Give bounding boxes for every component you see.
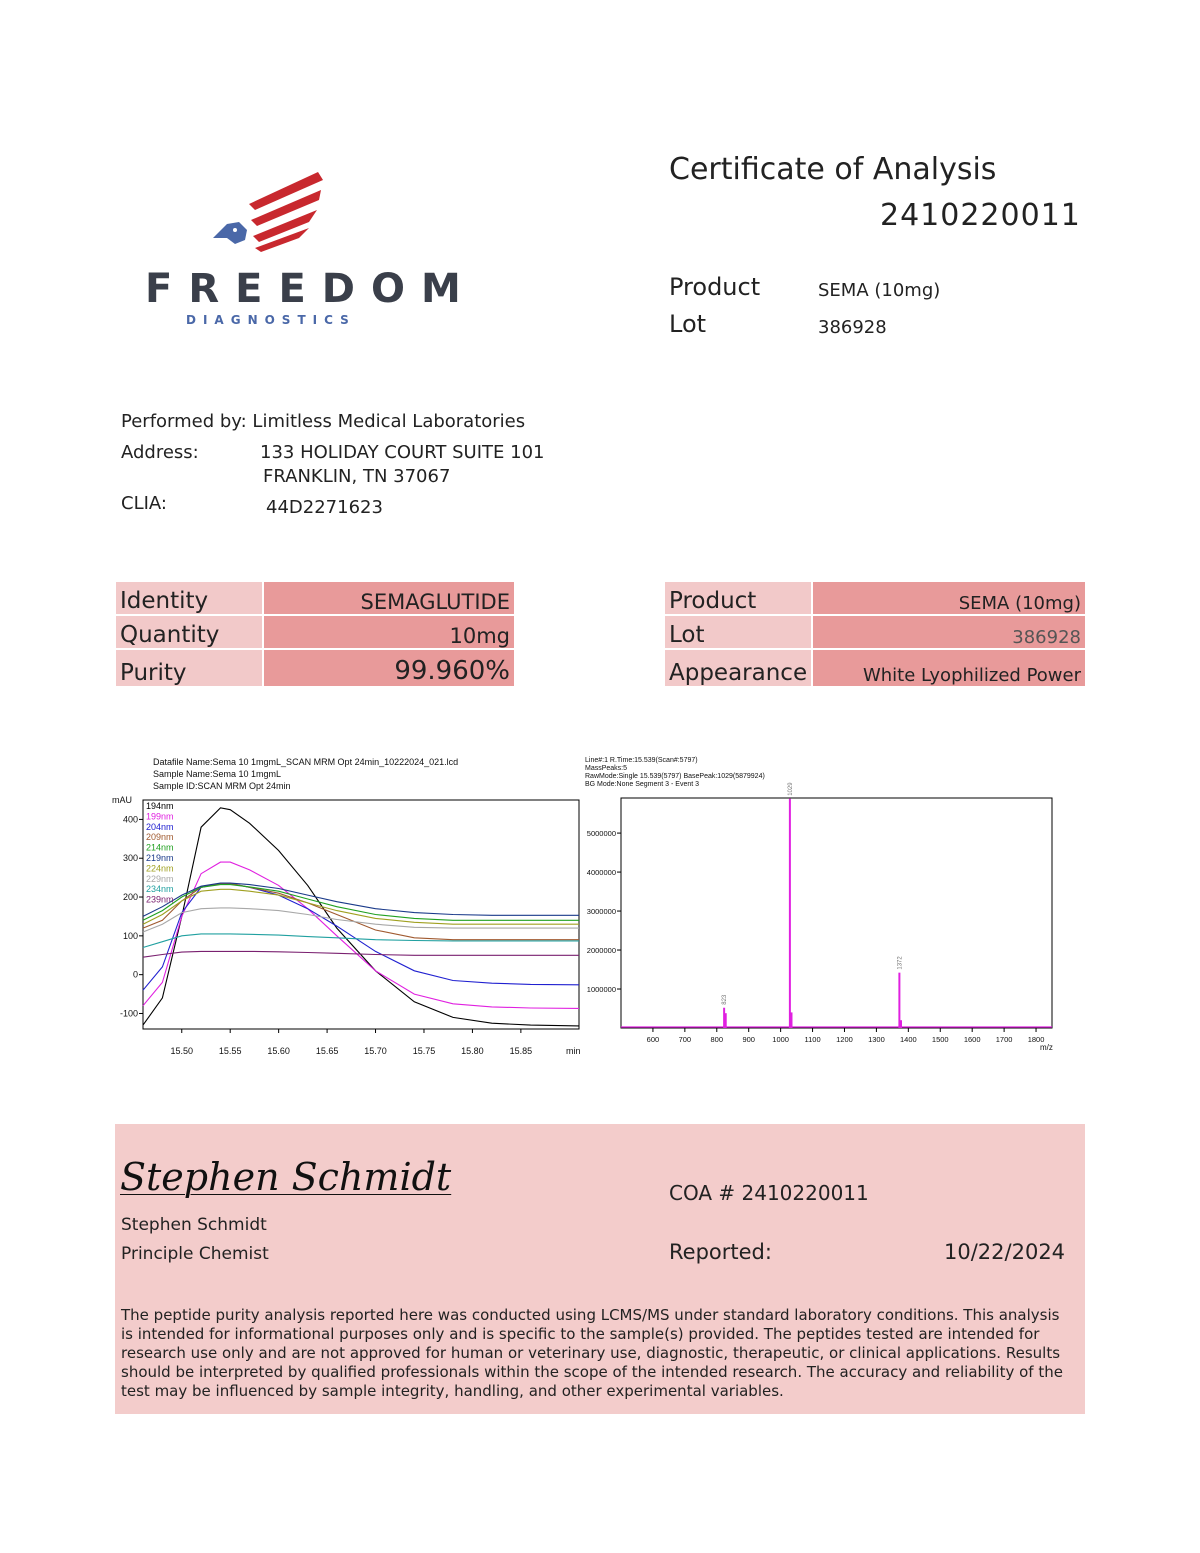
chromatogram-xtick-label: 15.85 (509, 1046, 533, 1056)
chromatogram-ytick-label: 100 (122, 930, 138, 941)
chromatogram-series-line (143, 934, 579, 948)
identity-value: SEMAGLUTIDE (264, 582, 514, 614)
chromatogram-legend-entry: 229nm (146, 873, 174, 884)
spectrum-ytick-label: 3000000 (586, 907, 616, 917)
spectrum-xtick-label: 1000 (772, 1035, 789, 1044)
chromatogram-legend-entry: 214nm (146, 842, 174, 853)
spectrum-ytick-label: 4000000 (586, 868, 616, 878)
spectrum-xtick-label: 1400 (899, 1035, 917, 1044)
spectrum-peak-label: 1372 (897, 956, 904, 970)
page-title: Certificate of Analysis (669, 152, 997, 187)
identity-label: Identity (116, 582, 262, 614)
chromatogram-legend-entry: 239nm (146, 894, 174, 905)
chromatogram-legend-entry: 224nm (146, 863, 174, 874)
clia-label: CLIA: (121, 493, 167, 514)
spectrum-peak-label: 823 (722, 994, 729, 1005)
lot-value: 386928 (818, 317, 887, 338)
eagle-flag-logo-icon (205, 168, 330, 253)
product-table-label: Product (665, 582, 811, 614)
reported-date: 10/22/2024 (944, 1240, 1066, 1264)
address-label: Address: (121, 442, 199, 463)
spectrum-xtick-label: 900 (742, 1035, 755, 1044)
chromatogram-ytick-label: 0 (132, 969, 138, 980)
chromatogram-series-line (143, 808, 579, 1026)
coa-reference: COA # 2410220011 (669, 1181, 869, 1205)
chromatogram-ytick-label: 200 (122, 892, 138, 903)
spectrum-xtick-label: 600 (646, 1035, 660, 1044)
lot-table-value: 386928 (813, 616, 1085, 648)
clia-value: 44D2271623 (266, 497, 383, 518)
chromatogram-chart (110, 752, 590, 1062)
chromatogram-ylabel: mAU (112, 795, 132, 805)
spectrum-peak-label: 1029 (787, 782, 794, 796)
chromatogram-xtick-label: 15.65 (315, 1046, 339, 1056)
product-label: Product (669, 273, 761, 301)
table-row (665, 650, 1085, 686)
chromatogram-header-line: Datafile Name:Sema 10 1mgmL_SCAN MRM Opt 24min_10222024_021.lcd (153, 757, 459, 767)
spectrum-ytick-label: 2000000 (586, 946, 616, 956)
appearance-value: White Lyophilized Power (813, 650, 1085, 686)
chromatogram-ytick-label: -100 (119, 1008, 138, 1019)
chromatogram-ytick-label: 300 (122, 853, 138, 864)
purity-value: 99.960% (264, 650, 514, 686)
chromatogram-legend-entry: 209nm (146, 832, 174, 843)
chromatogram-legend-entry: 194nm (146, 801, 174, 811)
signer-name: Stephen Schmidt (121, 1215, 267, 1235)
brand-subtitle: DIAGNOSTICS (186, 313, 356, 327)
chromatogram-legend-entry: 219nm (146, 853, 174, 863)
chromatogram-xtick-label: 15.75 (412, 1046, 436, 1056)
chromatogram-series-line (143, 889, 579, 924)
spectrum-header-line: RawMode:Single 15.539(5797) BasePeak:1029(5879924) (585, 773, 765, 780)
chromatogram-series-line (143, 883, 579, 990)
results-table (114, 580, 516, 688)
spectrum-xtick-label: 1200 (836, 1035, 853, 1044)
spectrum-xtick-label: 1600 (963, 1035, 981, 1044)
appearance-label: Appearance (665, 650, 811, 686)
spectrum-header-line: BG Mode:None Segment 3 - Event 3 (585, 781, 700, 788)
chromatogram-xtick-label: 15.55 (218, 1046, 242, 1056)
chromatogram-series-line (143, 951, 579, 957)
spectrum-plot-frame (621, 798, 1052, 1028)
chromatogram-xtick-label: 15.60 (267, 1046, 290, 1056)
product-table (663, 580, 1087, 688)
disclaimer-text: The peptide purity analysis reported here was conducted using LCMS/MS under standard laboratory conditions. This analysis is intended for informational purposes only and is specific to the sample(s) provided. The peptides tested are intended for research use only and are not approved for human or veterinary use, diagnostic, therapeutic, or clinical applications. Results should be interpreted by qualified professionals within the scope of the intended research. The accuracy and reliability of the test may be influenced by sample integrity, handling, and other experimental variables. (121, 1306, 1063, 1400)
table-row (116, 582, 514, 614)
spectrum-xtick-label: 800 (710, 1035, 724, 1044)
chromatogram-series-line (143, 862, 579, 1008)
chromatogram-xlabel: min (566, 1046, 581, 1056)
chromatogram-legend-entry: 204nm (146, 821, 174, 832)
performed-by: Performed by: Limitless Medical Laboratories (121, 411, 526, 432)
spectrum-ytick-label: 1000000 (586, 985, 616, 995)
chromatogram-xtick-label: 15.80 (461, 1046, 484, 1056)
chromatogram-xtick-label: 15.50 (170, 1046, 194, 1056)
table-row (665, 582, 1085, 614)
brand-name: FREEDOM (145, 266, 477, 312)
spectrum-xtick-label: 1700 (995, 1035, 1013, 1044)
chromatogram-ytick-label: 400 (122, 814, 138, 825)
lot-label: Lot (669, 310, 707, 338)
spectrum-xtick-label: 1500 (931, 1035, 949, 1044)
table-row (116, 616, 514, 648)
chromatogram-header-line: Sample ID:SCAN MRM Opt 24min (153, 781, 291, 791)
chromatogram-plot-frame (143, 800, 579, 1029)
reported-label: Reported: (669, 1240, 772, 1264)
spectrum-xtick-label: 1800 (1027, 1035, 1045, 1044)
table-row (665, 616, 1085, 648)
product-table-value: SEMA (10mg) (813, 582, 1085, 614)
spectrum-xtick-label: 700 (678, 1035, 692, 1044)
product-value: SEMA (10mg) (818, 280, 941, 301)
chromatogram-xtick-label: 15.70 (364, 1046, 387, 1056)
quantity-value: 10mg (264, 616, 514, 648)
spectrum-xlabel: m/z (1040, 1043, 1053, 1052)
purity-label: Purity (116, 650, 262, 686)
chromatogram-legend-entry: 234nm (146, 884, 174, 895)
table-row (116, 650, 514, 686)
chromatogram-header-line: Sample Name:Sema 10 1mgmL (153, 769, 282, 779)
spectrum-xtick-label: 1300 (868, 1035, 885, 1044)
quantity-label: Quantity (116, 616, 262, 648)
address-line-2: FRANKLIN, TN 37067 (263, 466, 451, 487)
spectrum-header-line: Line#:1 R.Time:15.539(Scan#:5797) (585, 757, 698, 764)
certificate-number: 2410220011 (880, 198, 1081, 233)
lot-table-label: Lot (665, 616, 811, 648)
mass-spectrum-chart (580, 752, 1060, 1062)
spectrum-header-line: MassPeaks:5 (585, 765, 628, 772)
spectrum-xtick-label: 1100 (804, 1035, 821, 1044)
signer-title: Principle Chemist (121, 1244, 269, 1264)
chromatogram-legend-entry: 199nm (146, 811, 174, 822)
signature-script: Stephen Schmidt (120, 1155, 452, 1199)
address-line-1: 133 HOLIDAY COURT SUITE 101 (260, 442, 545, 463)
spectrum-ytick-label: 5000000 (586, 829, 616, 839)
